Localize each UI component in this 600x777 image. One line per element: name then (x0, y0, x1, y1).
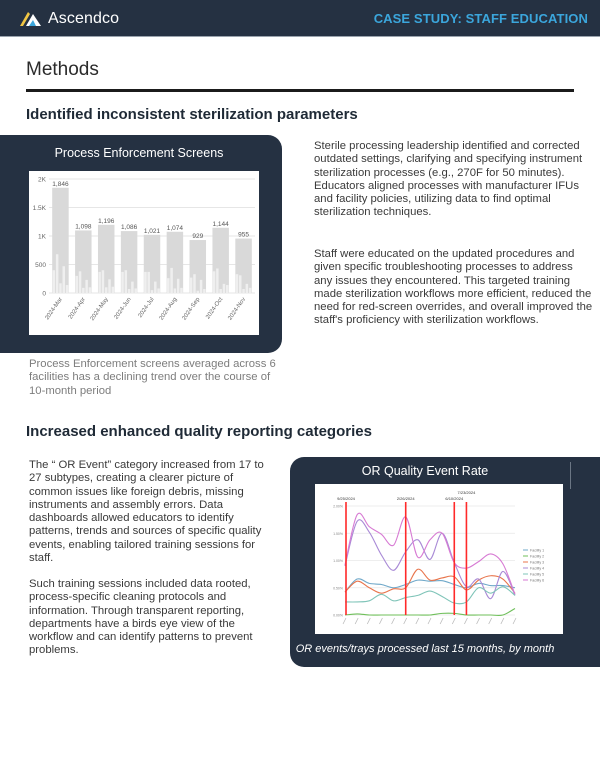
bar-data-label: 1,021 (143, 227, 161, 235)
series-line (345, 513, 515, 594)
x-tick-label: 2024-Aug (158, 296, 179, 322)
sub-bar (134, 288, 136, 293)
legend-label: Facility 6 (530, 578, 545, 583)
sub-bar (246, 284, 248, 293)
y-tick-label: 0 (42, 290, 46, 298)
sub-bar (203, 289, 205, 293)
sub-bar (125, 270, 127, 293)
x-tick-label: 2024-Nov (227, 296, 248, 322)
sub-bar (197, 291, 199, 293)
sub-bar (239, 275, 241, 293)
x-tick-mark (343, 618, 346, 624)
sub-bar (79, 271, 81, 293)
header-bar (0, 0, 600, 37)
x-tick-mark (404, 618, 407, 624)
x-tick-label: 2024-May (89, 296, 110, 323)
paragraph-quality-1: The “ OR Event” category increased from 17 to 27 subtypes, creating a clearer picture of common issues like foreign debris, missing instruments and assembly errors. Data dashboards allowed educators to identify patterns, trends and sources of specific quality events, enabling tailored training sessions for staff. (29, 459, 264, 565)
bar-data-label: 1,144 (212, 220, 229, 228)
x-tick-label: 2024-Apr (67, 296, 87, 321)
sub-bar (105, 287, 107, 293)
sub-bar (89, 287, 91, 293)
paragraph-quality-2: Such training sessions included data rooted, process-specific cleaning protocols and information. Through transparent reporting, departments have a birds eye view of the workflow and can identify patterns to prevent problems. (29, 578, 253, 657)
sub-bar (121, 272, 123, 293)
sub-bar (177, 279, 179, 293)
x-tick-label: 2024-Mar (44, 296, 65, 322)
sub-bar (56, 254, 58, 293)
sub-bar (154, 282, 156, 293)
x-tick-mark (440, 618, 443, 624)
sub-bar (223, 284, 225, 293)
bar-data-label: 1,098 (75, 223, 92, 231)
bar-chart-area (29, 171, 259, 335)
bar-data-label: 1,086 (120, 224, 138, 232)
sub-bar (108, 279, 110, 293)
bar-chart-caption: Process Enforcement screens averaged across 6 facilities has a declining trend over the course of 10-month period (29, 358, 276, 397)
x-tick-mark (379, 618, 382, 624)
bar-data-label: 1,196 (98, 217, 115, 225)
y-tick-label: 500 (35, 262, 46, 269)
sub-bar (62, 266, 64, 293)
series-line (345, 587, 515, 604)
sub-bar (128, 289, 130, 293)
event-marker-label: 7/23/2024 (457, 490, 476, 495)
sub-bar (82, 288, 84, 293)
event-marker-label: 6/10/2024 (445, 496, 464, 501)
x-tick-label: 2024-Jun (113, 296, 133, 321)
x-tick-mark (477, 618, 480, 624)
sub-bar (190, 278, 192, 293)
series-line (345, 520, 515, 599)
sub-bar (226, 285, 228, 293)
x-tick-label: 2024-Oct (205, 296, 225, 321)
sub-bar (170, 268, 172, 293)
sub-bar (236, 274, 238, 293)
sub-bar (219, 289, 221, 293)
sub-bar (147, 272, 149, 293)
line-chart (315, 484, 563, 634)
bar-chart-title: Process Enforcement Screens (54, 146, 224, 160)
sub-bar (200, 280, 202, 293)
sub-bar (180, 288, 182, 293)
sub-bar (85, 280, 87, 293)
x-tick-mark (428, 618, 431, 624)
x-tick-mark (513, 618, 516, 624)
bar-data-label: 1,846 (52, 180, 69, 188)
title-divider (26, 89, 574, 92)
sub-bar (249, 288, 251, 293)
sub-bar (174, 288, 176, 293)
sub-bar (213, 271, 215, 293)
y-tick-label: 0.50% (333, 586, 343, 591)
legend-label: Facility 2 (530, 554, 545, 559)
line-chart-title: OR Quality Event Rate (361, 464, 489, 478)
x-tick-mark (452, 618, 455, 624)
sub-bar (193, 274, 195, 293)
sub-bar (102, 270, 104, 293)
panel-divider (570, 462, 571, 489)
sub-bar (75, 276, 77, 293)
y-tick-label: 1.5K (32, 205, 46, 212)
brand-name: Ascendco (48, 10, 120, 27)
x-tick-mark (464, 618, 467, 624)
brand-logo[interactable] (20, 9, 119, 29)
y-tick-label: 1.50% (333, 531, 343, 536)
x-tick-mark (355, 618, 358, 624)
sub-bar (66, 285, 68, 293)
x-tick-mark (367, 618, 370, 624)
sub-bar (242, 289, 244, 293)
legend-label: Facility 1 (530, 548, 545, 553)
bar-chart-panel (0, 135, 282, 353)
x-tick-mark (416, 618, 419, 624)
sub-bar (144, 272, 146, 293)
sub-bar (216, 268, 218, 293)
sub-bar (112, 287, 114, 293)
legend-label: Facility 4 (530, 566, 545, 571)
sub-bar (98, 272, 100, 293)
sub-bar (59, 283, 61, 293)
line-chart-area (315, 484, 563, 634)
event-marker-label: 9/25/2024 (337, 496, 355, 501)
paragraph-sterilization-1: Sterile processing leadership identified and corrected outdated settings, clarifying and specifying instrument sterilization processes (e.g., 270F for 50 minutes). Educators aligned processes with manufacturer IFUs and facility policies, utilizing data to find optimal sterilization techniques. (314, 140, 583, 219)
section-heading-sterilization: Identified inconsistent sterilization parameters (26, 106, 358, 123)
event-marker-label: 2/26/2024 (396, 496, 415, 501)
x-tick-mark (501, 618, 504, 624)
x-tick-mark (489, 618, 492, 624)
series-line (345, 579, 515, 592)
series-line (345, 608, 515, 615)
x-tick-label: 2024-Jul (137, 296, 156, 320)
sub-bar (167, 278, 169, 293)
x-tick-label: 2024-Sep (181, 296, 202, 322)
line-chart-caption: OR events/trays processed last 15 months, by month (295, 643, 555, 655)
section-heading-quality: Increased enhanced quality reporting categories (26, 423, 372, 440)
mountain-logo-icon (20, 12, 42, 26)
y-tick-label: 1K (38, 233, 46, 241)
y-tick-label: 0.00% (333, 613, 343, 618)
x-tick-mark (392, 618, 395, 624)
bar-data-label: 929 (192, 233, 204, 241)
legend-label: Facility 5 (530, 572, 545, 577)
sub-bar (157, 288, 159, 293)
bar-data-label: 1,074 (166, 224, 184, 232)
bar-data-label: 955 (238, 231, 249, 239)
y-tick-label: 2K (38, 176, 46, 184)
sub-bar (53, 270, 55, 293)
paragraph-sterilization-2: Staff were educated on the updated procedures and given specific troubleshooting processes to address any issues they encountered. This targeted training made sterilization workflows more efficient, reduced the need for red-screen overrides, and overall improved the staff's proficiency with sterilization workflows. (314, 248, 593, 327)
y-tick-label: 2.00% (333, 504, 343, 509)
sub-bar (151, 290, 153, 293)
case-study-label: CASE STUDY: STAFF EDUCATION (373, 11, 588, 26)
line-chart-panel (290, 457, 600, 667)
sub-bar (131, 282, 133, 293)
page-title: Methods (26, 59, 99, 80)
y-tick-label: 1.00% (333, 559, 343, 563)
legend-label: Facility 3 (530, 560, 545, 565)
bar-chart (29, 171, 259, 335)
